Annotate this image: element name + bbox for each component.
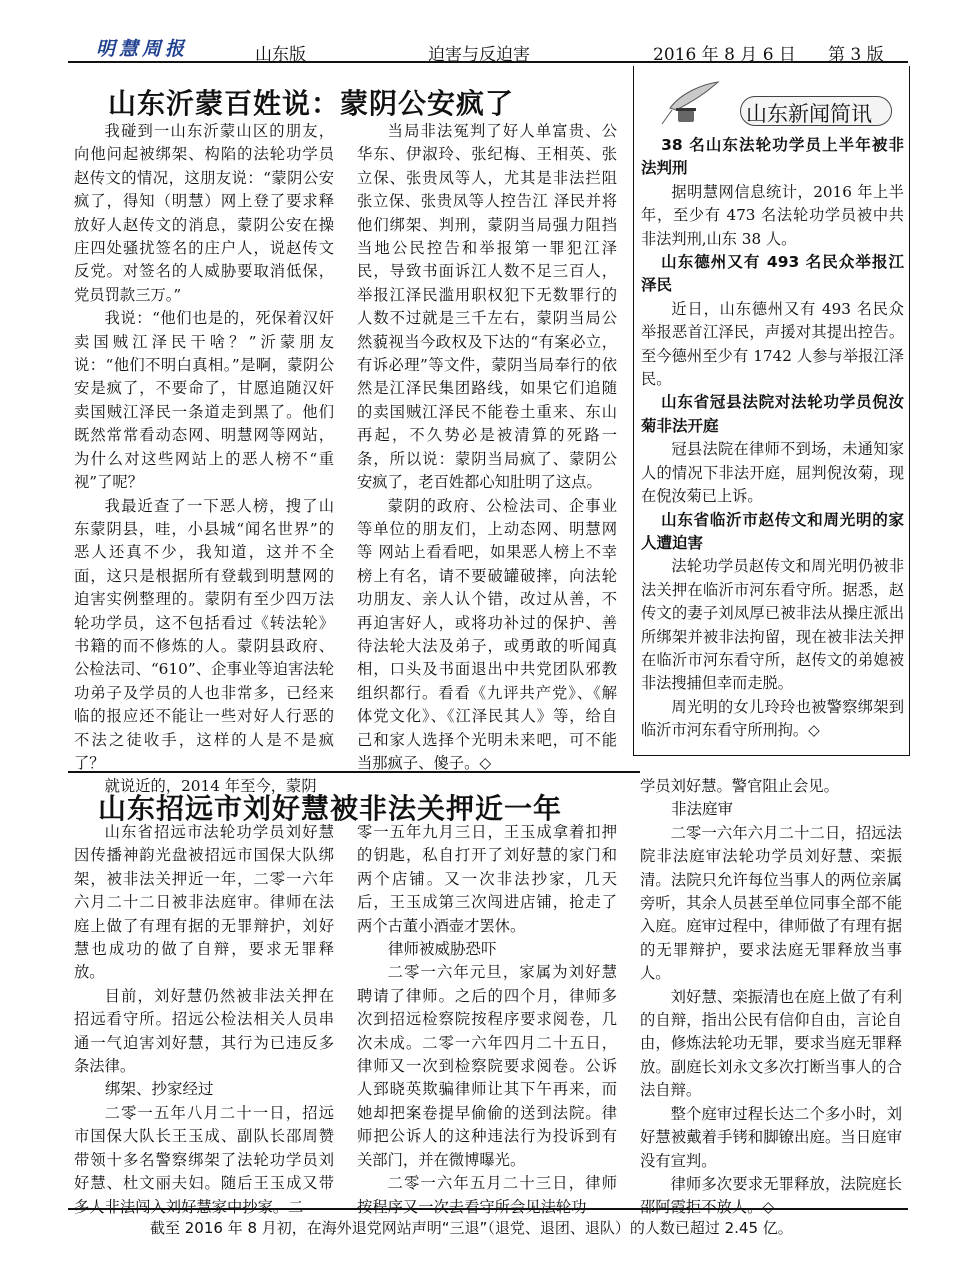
article1-column-1 — [74, 120, 334, 799]
subheading: 律师被威胁恐吓 — [388, 940, 497, 959]
news-headline: 山东省临沂市赵传文和周光明的家人遭迫害 — [641, 510, 904, 552]
paragraph: 二零一六年五月二十三日，律师按程序又一次去看守所会见法轮功 — [357, 1174, 617, 1216]
paragraph: 山东省招远市法轮功学员刘好慧因传播神韵光盘被招远市国保大队绑架，被非法关押近一年，二零一六年六月二十二日被非法庭审。律师在法庭上做了有理有据的无罪辩护，刘好慧也成功的做了自辩，要求无罪释放。 — [74, 823, 334, 982]
news-items — [641, 134, 904, 743]
news-box-header — [682, 92, 897, 126]
masthead: 明慧周报 — [96, 38, 189, 60]
news-paragraph: 法轮功学员赵传文和周光明仍被非法关押在临沂市河东看守所。据悉，赵传文的妻子刘凤厚已被非法从操庄派出所绑架并被非法拘留，现在被非法关押在临沂市河东看守所，赵传文的弟媳被非法搜捕但幸而走脱。 — [641, 557, 904, 693]
news-sidebar — [633, 66, 910, 756]
subheading: 非法庭审 — [671, 800, 734, 819]
paragraph: 零一五年九月三日，王玉成拿着扣押的钥匙，私自打开了刘好慧的家门和两个店铺。又一次非法抄家，几天后，王玉成第三次闯进店铺，抢走了两个古董小酒壶才罢休。 — [357, 823, 617, 935]
paragraph: 学员刘好慧。警官阻止会见。 — [640, 777, 839, 795]
article2-column-3 — [640, 775, 902, 1220]
news-paragraph: 据明慧网信息统计，2016 年上半年，至少有 473 名法轮功学员被中共非法判刑,山东 38 人。 — [641, 182, 904, 248]
edition-label: 山东版 — [255, 45, 306, 65]
paragraph: 二零一五年八月二十一日，招远市国保大队长王玉成、副队长邵周赞带领十多名警察绑架了法轮功学员刘好慧、杜文丽夫妇。随后王玉成又带多人非法闯入刘好慧家中抄家。二 — [74, 1103, 334, 1216]
issue-date: 2016 年 8 月 6 日 — [653, 45, 796, 65]
paragraph: 刘好慧、栾振清也在庭上做了有利的自辩，指出公民有信仰自由，言论自由，修炼法轮功无罪，要求当庭无罪释放。副庭长刘永文多次打断当事人的合法自辩。 — [640, 987, 902, 1100]
footer-rule — [68, 1208, 908, 1210]
news-headline: 山东德州又有 493 名民众举报江泽民 — [641, 253, 904, 295]
news-headline: 山东省冠县法院对法轮功学员倪汝菊非法开庭 — [641, 393, 904, 435]
paragraph: 整个庭审过程长达二个多小时，刘好慧被戴着手铐和脚镣出庭。当日庭审没有宣判。 — [640, 1104, 902, 1170]
news-box-title: 山东新闻简讯 — [746, 102, 872, 126]
header-rule — [68, 61, 908, 63]
article2-column-2 — [357, 821, 617, 1219]
paragraph: 我碰到一山东沂蒙山区的朋友，向他问起被绑架、构陷的法轮功学员赵传文的情况，这朋友说：“蒙阴公安疯了，得知（明慧）网上登了要求释放好人赵传文的消息，蒙阴公安在操庄四处骚扰签名的庄户人，说赵传文反党。对签名的人威胁要取消低保，党员罚款三万。” — [74, 122, 334, 304]
news-headline: 38 名山东法轮功学员上半年被非法判刑 — [641, 136, 904, 178]
article1-title: 山东沂蒙百姓说：蒙阴公安疯了 — [108, 87, 515, 120]
subheading: 绑架、抄家经过 — [105, 1080, 214, 1099]
paragraph: 二零一六年六月二十二日，招远法院非法庭审法轮功学员刘好慧、栾振清。法院只允许每位当事人的两位亲属旁听，其余人员甚至单位同事全部不能入庭。庭审过程中，律师做了有理有据的无罪辩护，要求法庭无罪释放当事人。 — [640, 823, 902, 983]
section-label: 迫害与反迫害 — [428, 45, 530, 65]
paragraph: 蒙阴的政府、公检法司、企事业等单位的朋友们，上动态网、明慧网等 网站上看看吧，如果恶人榜上不幸榜上有名，请不要破罐破摔，向法轮功朋友、亲人认个错，改过从善，不再迫害好人，或将功补过的保护、善待法轮大法及弟子，或勇敢的听闻真相，口头及书面退出中共党团队邪教组织都行。看看《九评共产党》、《解体党文化》、《江泽民其人》等，给自己和家人选择个光明未来吧，可不能当那疯子、傻子。◇ — [357, 496, 617, 772]
paragraph: 当局非法冤判了好人单富贵、公华东、伊淑玲、张纪梅、王相英、张立保、张贵凤等人，尤其是非法拦阻张立保、张贵凤等人控告江 泽民并将他们绑架、判刑，蒙阴当局强力阻挡当地公民控告和举报第一罪犯江泽民，导致书面诉江人数不足三百人，举报江泽民滥用职权犯下无数罪行的人数不过就是三千左右，蒙阴当局公然藐视当今政权及下达的“有案必立，有诉必理”等文件，蒙阴当局奉行的依然是江泽民集团路线，如果它们追随的卖国贼江泽民不能卷土重来、东山再起，不久势必是被清算的死路一条，所以说：蒙阴当局疯了、蒙阴公安疯了，老百姓都心知肚明了这点。 — [357, 122, 617, 492]
news-paragraph: 周光明的女儿玲玲也被警察绑架到临沂市河东看守所刑拘。◇ — [641, 697, 904, 740]
article2-title: 山东招远市刘好慧被非法关押近一年 — [98, 792, 563, 825]
footer-notice: 截至 2016 年 8 月初，在海外退党网站声明“三退”（退党、退团、退队）的人数已超过 2.45 亿。 — [150, 1219, 793, 1237]
article-separator-rule — [68, 771, 640, 773]
paragraph: 就说近的，2014 年至今，蒙阴 — [104, 777, 317, 796]
news-paragraph: 冠县法院在律师不到场，未通知家人的情况下非法开庭，屈判倪汝菊，现在倪汝菊已上诉。 — [641, 440, 904, 506]
article1-column-2 — [357, 120, 617, 775]
paragraph: 目前，刘好慧仍然被非法关押在招远看守所。招远公检法相关人员串通一气迫害刘好慧，其行为已违反多条法律。 — [74, 986, 334, 1076]
page-number: 第 3 版 — [828, 45, 884, 65]
paragraph: 我最近查了一下恶人榜，搜了山东蒙阴县，哇，小县城“闻名世界”的恶人还真不少，我知道，这并不全面，这只是根据所有登载到明慧网的迫害实例整理的。蒙阴有至少四万法轮功学员，这不包括看过《转法轮》书籍的而不修炼的人。蒙阴县政府、公检法司、“610”、企事业等迫害法轮功弟子及学员的人也非常多，已经来临的报应还不能让一些对好人行恶的不法之徒收手，这样的人是不是疯了？ — [74, 496, 334, 772]
quill-pen-icon — [652, 80, 722, 126]
paragraph: 律师多次要求无罪释放，法院庭长邵阿霞拒不放人。◇ — [640, 1174, 902, 1217]
article2-column-1 — [74, 821, 334, 1219]
news-paragraph: 近日，山东德州又有 493 名民众举报恶首江泽民，声援对其提出控告。至今德州至少有 1742 人参与举报江泽民。 — [641, 299, 904, 389]
paragraph: 我说：“他们也是的，死保着汉奸卖国贼江泽民干啥？”沂蒙朋友说：“他们不明白真相。”是啊，蒙阴公安是疯了，不要命了，甘愿追随汉奸卖国贼江泽民一条道走到黑了。他们既然常常看动态网、明慧网等网站，为什么对这些网站上的恶人榜不“重视”了呢？ — [74, 309, 334, 492]
paragraph: 二零一六年元旦，家属为刘好慧聘请了律师。之后的四个月，律师多次到招远检察院按程序要求阅卷，几次未成。二零一六年四月二十五日，律师又一次到检察院要求阅卷。公诉人郅晓英欺骗律师让其下午再来，而她却把案卷提早偷偷的送到法院。律师把公诉人的这种违法行为投诉到有关部门，并在微博曝光。 — [357, 963, 617, 1169]
